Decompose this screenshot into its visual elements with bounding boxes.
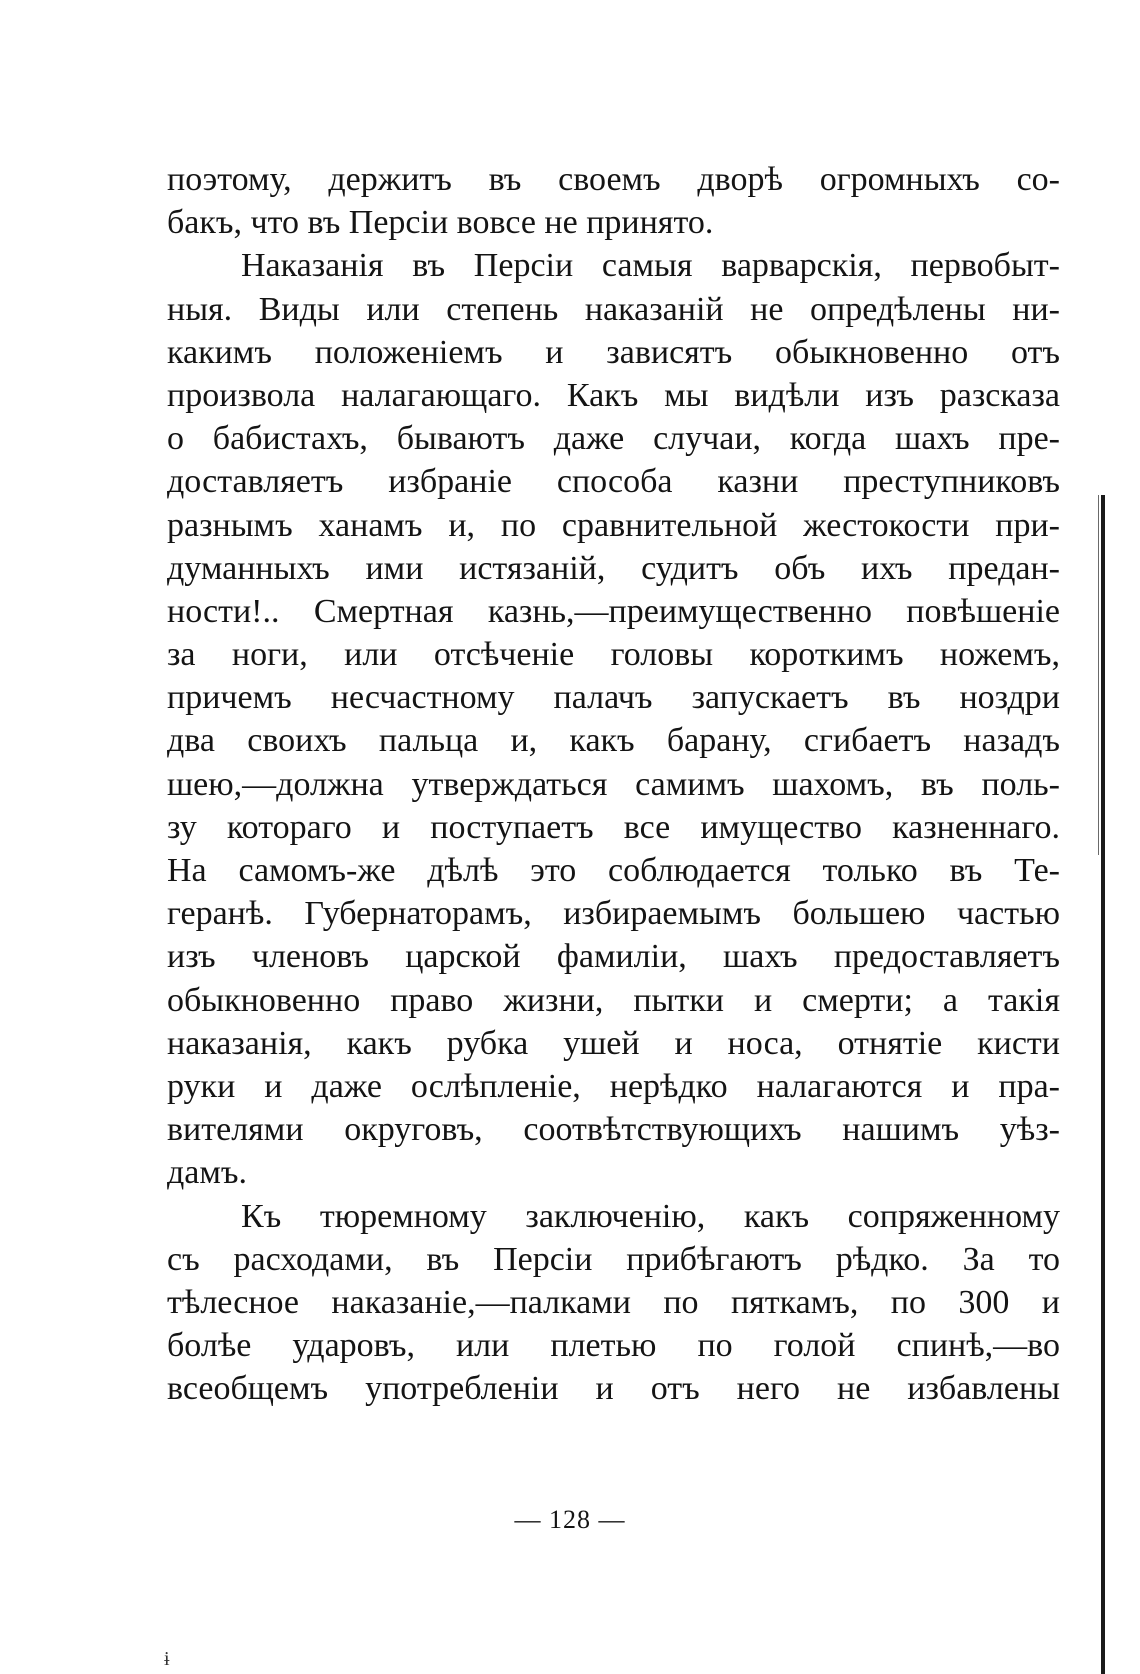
text-line: дамъ. bbox=[167, 1154, 247, 1192]
text-line: изъ членовъ царской фамиліи, шахъ предоставляетъ bbox=[167, 938, 1060, 976]
text-line: геранѣ. Губернаторамъ, избираемымъ большею частью bbox=[167, 895, 1060, 933]
text-line: Наказанія въ Персіи самыя варварскія, первобыт- bbox=[241, 247, 1060, 285]
text-line: бакъ, что въ Персіи вовсе не принято. bbox=[167, 204, 714, 242]
text-line: за ноги, или отсѣченіе головы короткимъ ножемъ, bbox=[167, 636, 1060, 674]
body-text bbox=[167, 158, 1060, 1410]
text-line: съ расходами, въ Персіи прибѣгаютъ рѣдко. За то bbox=[167, 1240, 1060, 1278]
text-line: тѣлесное наказаніе,—палками по пяткамъ, по 300 и bbox=[167, 1283, 1060, 1321]
text-line: два своихъ пальца и, какъ барану, сгибаетъ назадъ bbox=[167, 722, 1060, 760]
text-line: ныя. Виды или степень наказаній не опредѣлены ни- bbox=[167, 290, 1060, 328]
text-line: зу котораго и поступаетъ все имущество казненнаго. bbox=[167, 808, 1060, 846]
text-line: какимъ положеніемъ и зависятъ обыкновенно отъ bbox=[167, 333, 1060, 371]
text-line: обыкновенно право жизни, пытки и смерти; а такія bbox=[167, 981, 1060, 1019]
text-line: произвола налагающаго. Какъ мы видѣли изъ разсказа bbox=[167, 376, 1060, 414]
scan-artifact: ɨ bbox=[164, 1648, 170, 1670]
text-line: думанныхъ ими истязаній, судитъ объ ихъ предан- bbox=[167, 549, 1060, 587]
text-line: причемъ несчастному палачъ запускаетъ въ ноздри bbox=[167, 679, 1060, 717]
text-line: Къ тюремному заключенію, какъ сопряженному bbox=[241, 1197, 1060, 1235]
text-line: На самомъ-же дѣлѣ это соблюдается только въ Те- bbox=[167, 852, 1060, 889]
text-line: наказанія, какъ рубка ушей и носа, отнятіе кисти bbox=[167, 1024, 1060, 1062]
text-line: болѣе ударовъ, или плетью по голой спинѣ,—во bbox=[167, 1327, 1060, 1365]
page-edge-shadow bbox=[1098, 495, 1099, 855]
text-line: руки и даже ослѣпленіе, нерѣдко налагаются и пра- bbox=[167, 1067, 1060, 1105]
text-line: поэтому, держитъ въ своемъ дворѣ огромныхъ со- bbox=[167, 161, 1060, 198]
page-edge-rule bbox=[1101, 495, 1105, 1674]
page-number: — 128 — bbox=[514, 1505, 626, 1534]
text-line: вителями округовъ, соотвѣтствующихъ нашимъ уѣз- bbox=[167, 1111, 1060, 1149]
text-line: разнымъ ханамъ и, по сравнительной жестокости при- bbox=[167, 506, 1060, 544]
text-line: ности!.. Смертная казнь,—преимущественно повѣшеніе bbox=[167, 592, 1060, 630]
text-line: всеобщемъ употребленіи и отъ него не избавлены bbox=[167, 1370, 1060, 1408]
text-line: о бабистахъ, бываютъ даже случаи, когда шахъ пре- bbox=[167, 420, 1060, 458]
text-line: шею,—должна утверждаться самимъ шахомъ, въ поль- bbox=[167, 765, 1060, 803]
text-line: доставляетъ избраніе способа казни преступниковъ bbox=[167, 463, 1060, 501]
